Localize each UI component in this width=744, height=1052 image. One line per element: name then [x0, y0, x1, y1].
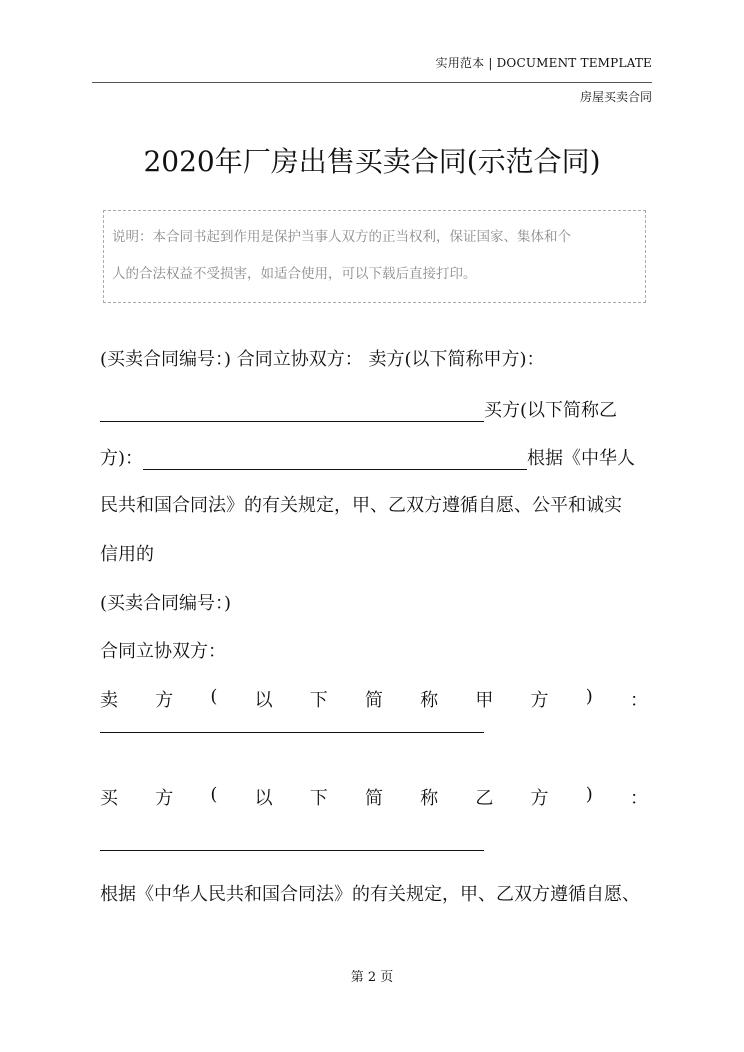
parties-label: 合同立协双方：: [100, 641, 226, 662]
buyer-line: [100, 784, 648, 810]
page-footer: [0, 966, 744, 985]
body-line-3-suffix: 根据《中华人: [527, 448, 636, 469]
buyer-char: 方: [155, 788, 174, 809]
page-number: 2: [367, 970, 377, 985]
blank-seller-line: [100, 401, 484, 422]
seller-char: (: [210, 686, 218, 707]
buyer-char: 买: [100, 788, 118, 809]
buyer-char: 称: [420, 788, 439, 809]
seller-char: ：: [629, 690, 648, 711]
buyer-blank-line: [100, 850, 484, 851]
buyer-char: 乙: [475, 788, 494, 809]
buyer-char: 下: [309, 788, 328, 809]
seller-line: [100, 686, 648, 712]
body-line-2: [100, 396, 656, 422]
seller-char: 卖: [100, 690, 118, 711]
body-last-line: 根据《中华人民共和国合同法》的有关规定，甲、乙双方遵循自愿、: [100, 884, 640, 905]
blank-buyer-line: [143, 449, 527, 470]
body-line-2-text: 买方(以下简称乙: [484, 400, 618, 421]
header-rule: [92, 82, 652, 83]
page-prefix: 第: [350, 970, 364, 985]
buyer-char: ): [585, 784, 593, 805]
buyer-char: 以: [254, 788, 273, 809]
body-line-4: 民共和国合同法》的有关规定，甲、乙双方遵循自愿、公平和诚实: [100, 495, 622, 516]
body-line-3-prefix: 方)：: [100, 448, 144, 469]
note-box: [103, 210, 646, 303]
document-title: 2020年厂房出售买卖合同(示范合同): [143, 145, 601, 178]
body-line-3: [100, 444, 656, 470]
body-line-5: 信用的: [100, 544, 154, 565]
seller-blank-line: [100, 732, 484, 733]
note-line-1: 说明：本合同书起到作用是保护当事人双方的正当权利，保证国家、集体和个: [112, 229, 571, 245]
seller-char: 以: [254, 690, 273, 711]
seller-char: 甲: [475, 690, 494, 711]
note-line-2: 人的合法权益不受损害，如适合使用，可以下载后直接打印。: [112, 266, 477, 282]
buyer-char: 简: [364, 788, 383, 809]
seller-char: 方: [530, 690, 549, 711]
page-suffix: 页: [380, 970, 394, 985]
contract-number-label: (买卖合同编号：): [100, 593, 232, 614]
header-brand: 实用范本 | DOCUMENT TEMPLATE: [435, 56, 652, 70]
buyer-char: 方: [530, 788, 549, 809]
buyer-char: (: [210, 784, 218, 805]
seller-char: 称: [420, 690, 439, 711]
seller-char: 简: [364, 690, 383, 711]
seller-char: 下: [309, 690, 328, 711]
body-line-1: (买卖合同编号：) 合同立协双方： 卖方(以下简称甲方)：: [100, 349, 545, 370]
buyer-char: ：: [629, 788, 648, 809]
header-doc-type: 房屋买卖合同: [579, 90, 652, 104]
seller-char: 方: [155, 690, 174, 711]
seller-char: ): [585, 686, 593, 707]
